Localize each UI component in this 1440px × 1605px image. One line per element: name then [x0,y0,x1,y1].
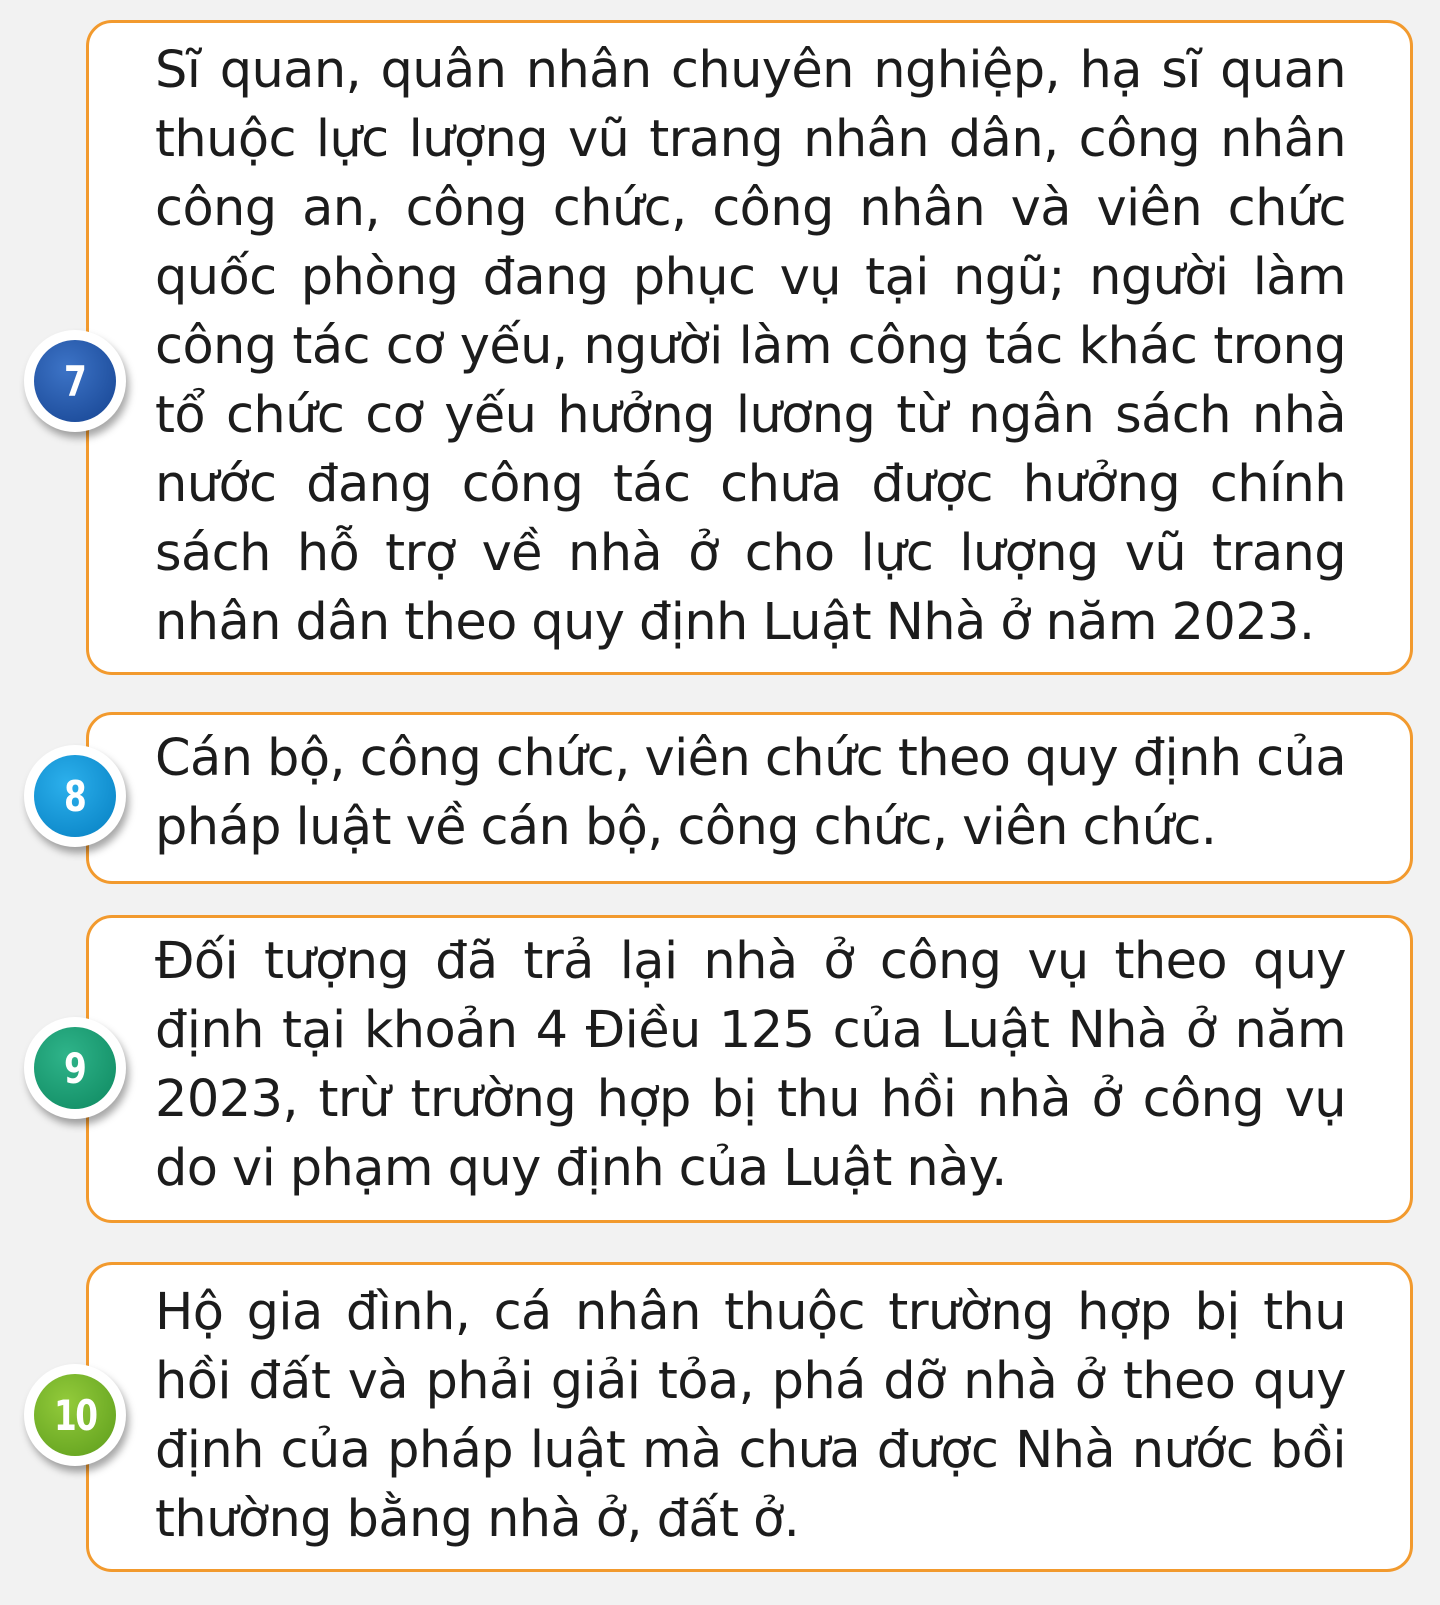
list-item-10 [86,1262,1413,1572]
badge-number-10: 10 [53,1390,97,1440]
number-badge-10 [24,1364,126,1466]
badge-circle-7 [34,340,116,422]
number-badge-8 [24,745,126,847]
number-badge-7 [24,330,126,432]
item-10-text: Hộ gia đình, cá nhân thuộc trường hợp bị thu hồi đất và phải giải tỏa, phá dỡ nhà ở theo quy định của pháp luật mà chưa được Nhà nước bồi thường bằng nhà ở, đất ở. [155,1283,1346,1549]
item-8-text: Cán bộ, công chức, viên chức theo quy định của pháp luật về cán bộ, công chức, viên chức. [155,729,1346,857]
list-item-9 [86,915,1413,1223]
item-9-text: Đối tượng đã trả lại nhà ở công vụ theo quy định tại khoản 4 Điều 125 của Luật Nhà ở năm 2023, trừ trường hợp bị thu hồi nhà ở công vụ do vi phạm quy định của Luật này. [155,932,1346,1198]
badge-number-7: 7 [64,356,86,406]
list-item-8 [86,712,1413,884]
badge-number-8: 8 [64,771,86,821]
list-item-7 [86,20,1413,675]
badge-number-9: 9 [64,1043,86,1093]
badge-circle-9 [34,1027,116,1109]
badge-circle-10 [34,1374,116,1456]
number-badge-9 [24,1017,126,1119]
badge-circle-8 [34,755,116,837]
item-7-text: Sĩ quan, quân nhân chuyên nghiệp, hạ sĩ quan thuộc lực lượng vũ trang nhân dân, công nhân công an, công chức, công nhân và viên chức quốc phòng đang phục vụ tại ngũ; người làm công tác cơ yếu, người làm công tác khác trong tổ chức cơ yếu hưởng lương từ ngân sách nhà nước đang công tác chưa được hưởng chính sách hỗ trợ về nhà ở cho lực lượng vũ trang nhân dân theo quy định Luật Nhà ở năm 2023. [155,41,1346,652]
